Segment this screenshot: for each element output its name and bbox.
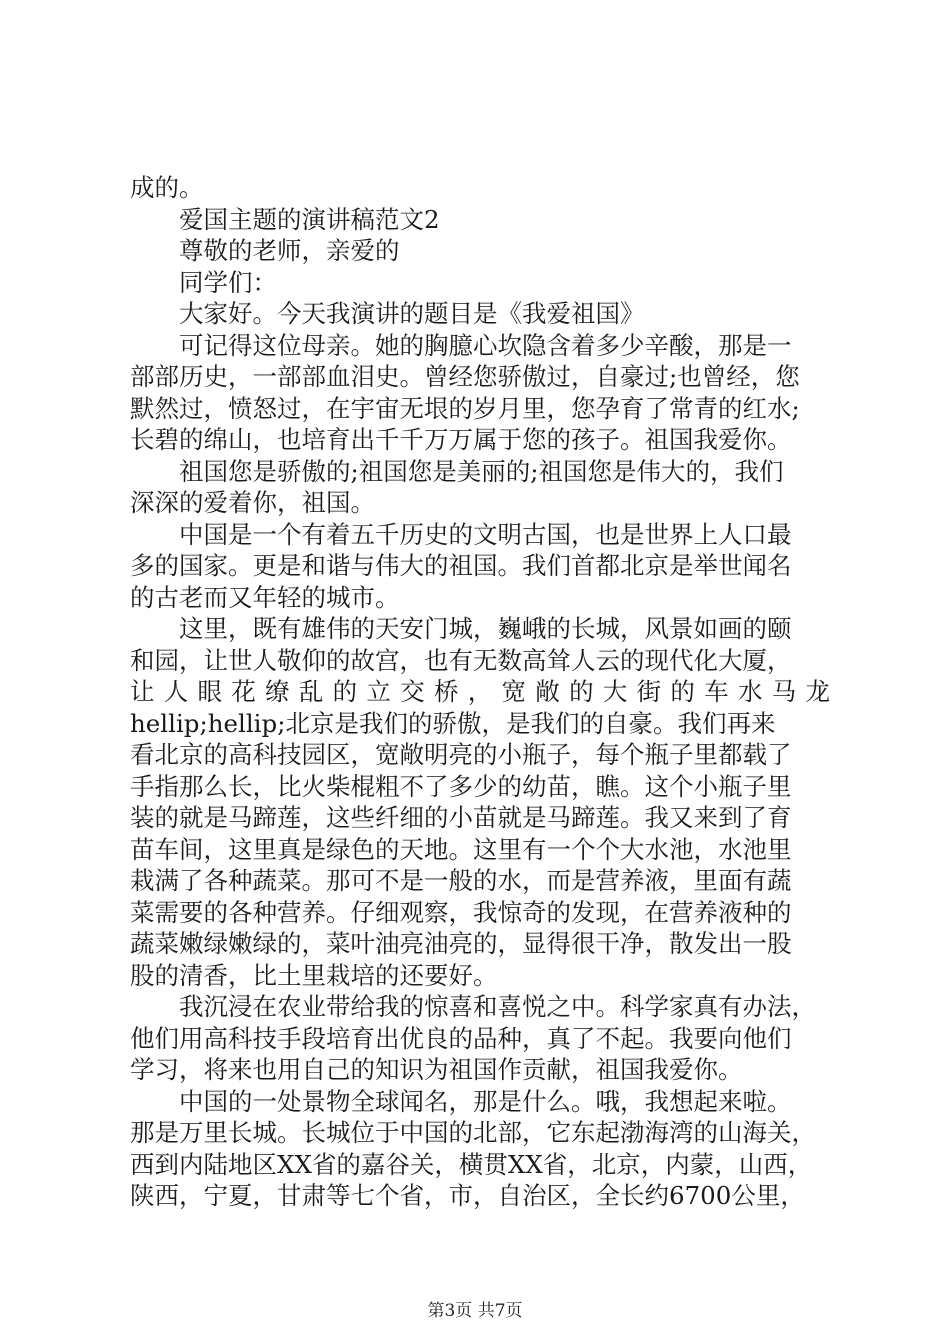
text-line: 蔬菜嫩绿嫩绿的，菜叶油亮油亮的，显得很干净，散发出一股 (130, 929, 792, 958)
text-line: 的古老而又年轻的城市。 (130, 582, 400, 612)
text-line: 股的清香，比土里栽培的还要好。 (130, 960, 498, 990)
text-line: 爱国主题的演讲稿范文2 (179, 204, 440, 234)
text-line: 西到内陆地区XX省的嘉谷关，横贯XX省，北京，内蒙，山西， (130, 1149, 813, 1179)
text-line: 可记得这位母亲。她的胸臆心坎隐含着多少辛酸，那是一 (179, 330, 792, 360)
text-line: 部部历史，一部部血泪史。曾经您骄傲过，自豪过;也曾经，您 (130, 362, 800, 391)
text-line: 深深的爱着你，祖国。 (130, 488, 375, 517)
text-line: 苗车间，这里真是绿色的天地。这里有一个个大水池，水池里 (130, 834, 792, 864)
text-line: 他们用高科技手段培育出优良的品种，真了不起。我要向他们 (130, 1023, 792, 1053)
text-line: 和园，让世人敬仰的故宫，也有无数高耸人云的现代化大厦， (130, 645, 792, 675)
text-line: 中国是一个有着五千历史的文明古国，也是世界上人口最 (179, 519, 792, 549)
text-line: 那是万里长城。长城位于中国的北部，它东起渤海湾的山海关， (130, 1118, 816, 1147)
text-line: 大家好。今天我演讲的题目是《我爱祖国》 (179, 299, 645, 328)
text-line: 手指那么长，比火柴棍粗不了多少的幼苗，瞧。这个小瓶子里 (130, 771, 792, 801)
text-line: 成的。 (130, 173, 204, 202)
text-line: 看北京的高科技园区，宽敞明亮的小瓶子，每个瓶子里都载了 (130, 740, 792, 769)
text-line: 默然过，愤怒过，在宇宙无垠的岁月里，您孕育了常青的红水; (130, 393, 800, 423)
page-footer: 第3页 共7页 (427, 1301, 523, 1321)
document-body (130, 172, 830, 1212)
text-line: 尊敬的老师，亲爱的 (179, 236, 400, 265)
text-line: 装的就是马蹄莲，这些纤细的小苗就是马蹄莲。我又来到了育 (130, 803, 792, 832)
text-line: 长碧的绵山，也培育出千千万万属于您的孩子。祖国我爱你。 (130, 425, 792, 454)
text-line: 我沉浸在农业带给我的惊喜和喜悦之中。科学家真有办法， (179, 992, 816, 1021)
text-line: 同学们： (179, 267, 277, 297)
text-line: 学习，将来也用自己的知识为祖国作贡献，祖国我爱你。 (130, 1055, 743, 1084)
text-line: 陕西，宁夏，甘肃等七个省，市，自治区，全长约6700公里， (130, 1181, 805, 1210)
text-line: 栽满了各种蔬菜。那可不是一般的水，而是营养液，里面有蔬 (130, 866, 792, 895)
text-line: 这里，既有雄伟的天安门城，巍峨的长城，风景如画的颐 (179, 614, 792, 643)
text-line: 让人眼花缭乱的立交桥，宽敞的大街的车水马龙 (130, 677, 830, 706)
text-line: 多的国家。更是和谐与伟大的祖国。我们首都北京是举世闻名 (130, 551, 792, 580)
text-line: 中国的一处景物全球闻名，那是什么。哦，我想起来啦。 (179, 1086, 792, 1116)
text-line: 菜需要的各种营养。仔细观察，我惊奇的发现，在营养液种的 (130, 897, 792, 927)
text-line: hellip;hellip;北京是我们的骄傲，是我们的自豪。我们再来 (130, 708, 776, 738)
text-line: 祖国您是骄傲的;祖国您是美丽的;祖国您是伟大的，我们 (179, 456, 784, 486)
